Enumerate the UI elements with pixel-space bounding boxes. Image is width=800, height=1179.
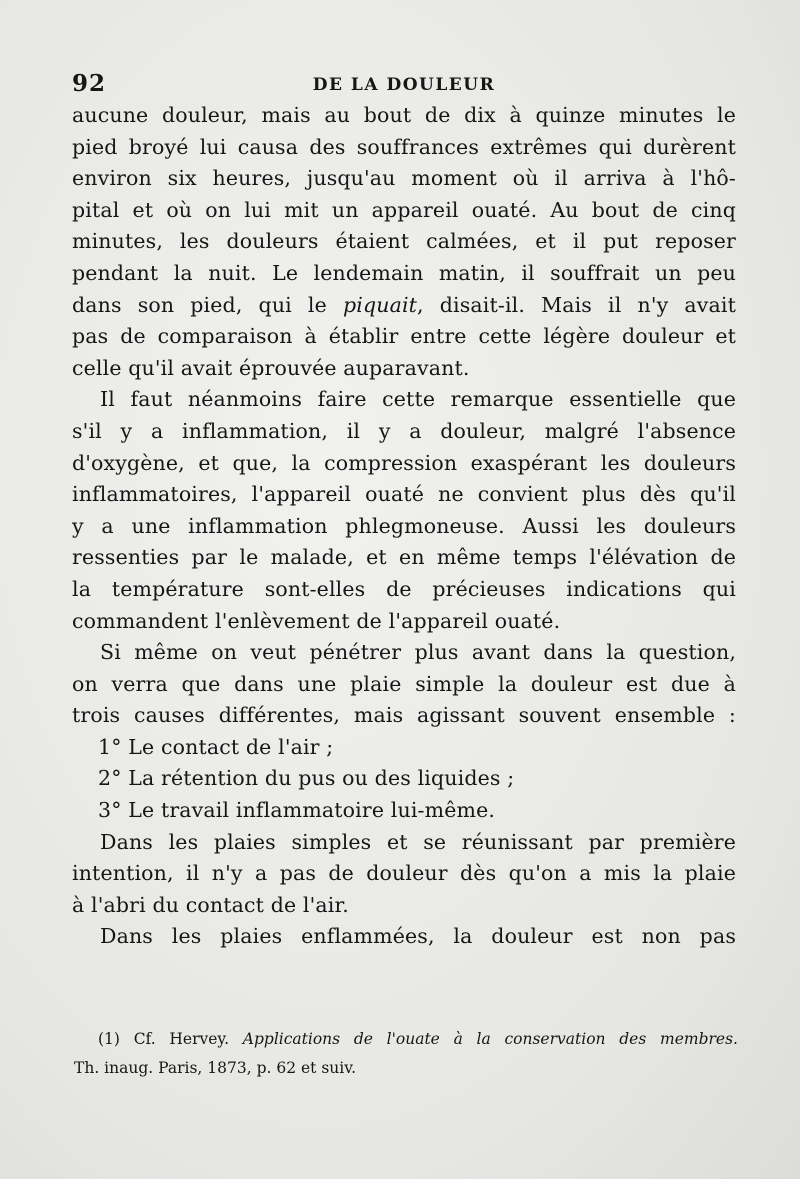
list-item: 3° Le travail inflammatoire lui-même. bbox=[98, 798, 496, 823]
page-number: 92 bbox=[72, 70, 107, 97]
text-line: inflammatoires, l'appareil ouaté ne convient plus dès qu'il bbox=[72, 482, 736, 507]
body-text bbox=[72, 100, 736, 953]
footnote-marker: (1) Cf. Hervey. bbox=[98, 1030, 243, 1048]
page-header bbox=[72, 70, 736, 100]
text-line: intention, il n'y a pas de douleur dès qu'on a mis la plaie bbox=[72, 861, 736, 886]
text-line: on verra que dans une plaie simple la douleur est due à bbox=[72, 671, 736, 696]
text-line: trois causes différentes, mais agissant souvent ensemble : bbox=[72, 703, 736, 728]
list-item: 2° La rétention du pus ou des liquides ; bbox=[98, 766, 515, 791]
text-line: y a une inflammation phlegmoneuse. Aussi les douleurs bbox=[72, 513, 736, 538]
paragraph-start: Dans les plaies simples et se réunissant par première bbox=[100, 829, 736, 854]
footnote-line: Th. inaug. Paris, 1873, p. 62 et suiv. bbox=[74, 1059, 357, 1077]
running-title: DE LA DOULEUR bbox=[312, 75, 496, 95]
paragraph-start: Il faut néanmoins faire cette remarque essentielle que bbox=[100, 387, 736, 412]
text-line: s'il y a inflammation, il y a douleur, malgré l'absence bbox=[72, 418, 736, 443]
text-line: environ six heures, jusqu'au moment où il arriva à l'hô- bbox=[72, 166, 736, 191]
text-line: d'oxygène, et que, la compression exaspérant les douleurs bbox=[72, 450, 736, 475]
text-line: celle qu'il avait éprouvée auparavant. bbox=[72, 355, 470, 380]
text-line: ressenties par le malade, et en même temps l'élévation de bbox=[72, 545, 736, 570]
text-line: pas de comparaison à établir entre cette légère douleur et bbox=[72, 324, 736, 349]
list-item: 1° Le contact de l'air ; bbox=[98, 734, 334, 759]
paragraph-start: Dans les plaies enflammées, la douleur est non pas bbox=[100, 924, 736, 949]
text-line: commandent l'enlèvement de l'appareil ouaté. bbox=[72, 608, 561, 633]
text-line: pied broyé lui causa des souffrances extrêmes qui durèrent bbox=[72, 134, 736, 159]
paragraph-start: Si même on veut pénétrer plus avant dans la question, bbox=[100, 640, 736, 665]
text-line: pendant la nuit. Le lendemain matin, il souffrait un peu bbox=[72, 260, 736, 285]
text-line: aucune douleur, mais au bout de dix à quinze minutes le bbox=[72, 103, 736, 127]
text-line bbox=[72, 290, 736, 322]
text-line: minutes, les douleurs étaient calmées, et il put reposer bbox=[72, 229, 736, 254]
footnote bbox=[74, 1025, 738, 1083]
italic-word: piquait bbox=[342, 292, 418, 317]
text-line: pital et où on lui mit un appareil ouaté. Au bout de cinq bbox=[72, 197, 736, 222]
text-segment: dans son pied, qui le bbox=[72, 292, 343, 317]
text-line: la température sont-elles de précieuses indications qui bbox=[72, 576, 736, 601]
footnote-title: Applications de l'ouate à la conservation des membres. bbox=[242, 1030, 738, 1048]
footnote-line bbox=[74, 1025, 738, 1054]
text-line: à l'abri du contact de l'air. bbox=[72, 892, 349, 917]
text-segment: , disait-il. Mais il n'y avait bbox=[417, 292, 736, 317]
